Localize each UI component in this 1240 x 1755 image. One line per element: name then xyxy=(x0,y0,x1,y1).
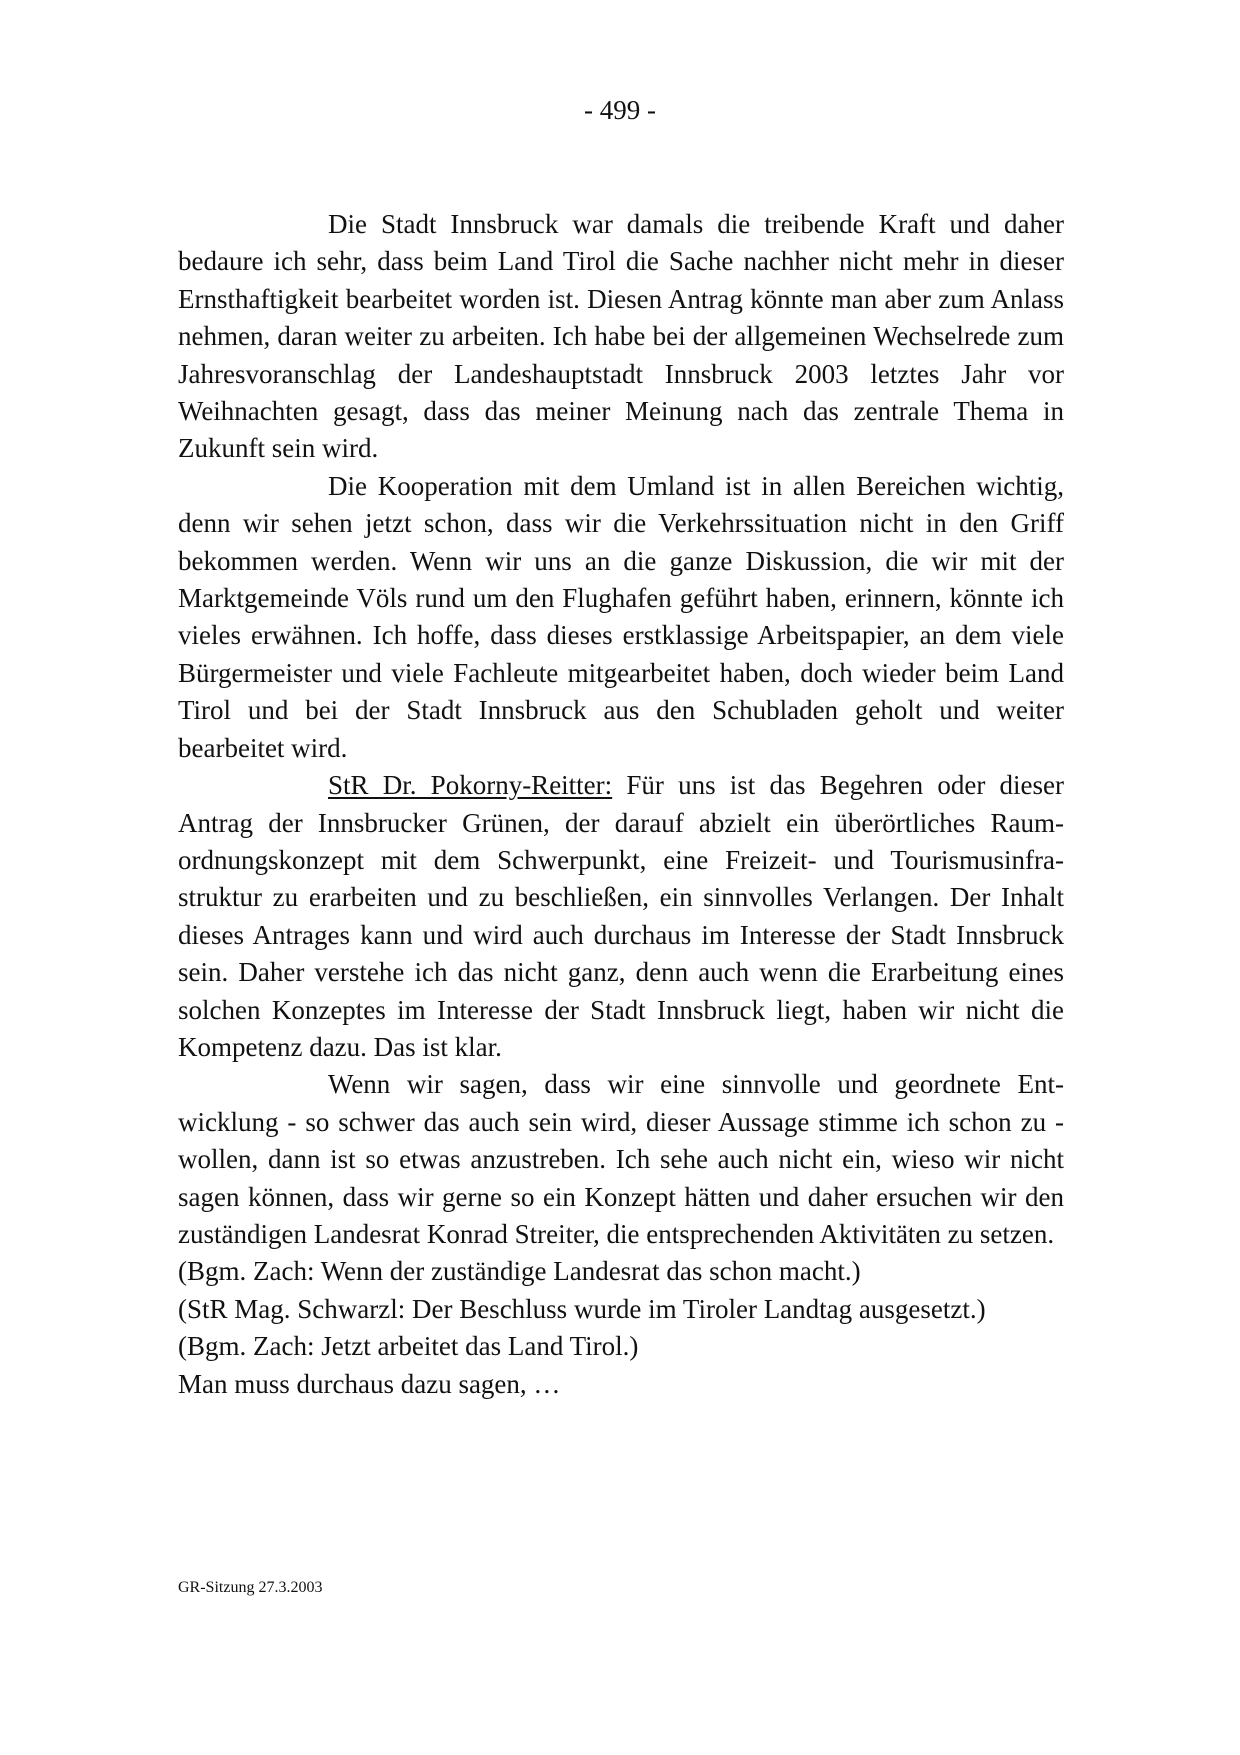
paragraph: Wenn wir sagen, dass wir eine sinnvolle und geordnete Entwicklung - so schwer das auch sein wird, dieser Aussage stimme ich schon zu - wollen, dann ist so etwas anzustreben. Ich sehe auch nicht ein, wieso wir nicht sagen können, dass wir gerne so ein Konzept hätten und daher ersuchen wir den zuständigen Landesrat Konrad Streiter, die entsprechenden Aktivitäten zu setzen. xyxy=(178,1069,1064,1249)
closing-line: Man muss durchaus dazu sagen, … xyxy=(178,1368,561,1399)
paragraph: Die Stadt Innsbruck war damals die treibende Kraft und daher bedaure ich sehr, dass beim Land Tirol die Sache nachher nicht mehr in dieser Ernsthaftigkeit bearbeitet worden ist. Diesen Antrag könnte man aber zum Anlass nehmen, daran weiter zu arbeiten. Ich habe bei der allgemeinen Wechselrede zum Jahresvoranschlag der Landeshauptstadt Innsbruck 2003 letztes Jahr vor Weihnachten gesagt, dass das meiner Meinung nach das zentrale Thema in Zukunft sein wird. xyxy=(178,209,1064,464)
paragraph: Die Kooperation mit dem Umland ist in allen Bereichen wichtig, denn wir sehen jetzt schon, dass wir die Verkehrssituation nicht in den Griff bekommen werden. Wenn wir uns an die ganze Diskussion, die wir mit der Marktgemeinde Völs rund um den Flughafen geführt haben, erinnern, könnte ich vieles erwähnen. Ich hoffe, dass dieses erstklassige Arbeitspapier, an dem viele Bürgermeister und viele Fachleute mitgearbeitet haben, doch wieder beim Land Tirol und bei der Stadt Innsbruck aus den Schubladen geholt und weiter bearbeitet wird. xyxy=(178,470,1064,763)
speaker-statement: Für uns ist das Begehren oder dieser Antrag der Innsbrucker Grünen, der darauf abzielt ein überörtliches Raumordnungskonzept mit dem Schwerpunkt, eine Freizeit- und Tourismusinfrastruktur zu erarbeiten und zu beschließen, ein sinnvolles Verlangen. Der Inhalt dieses Antrages kann und wird auch durchaus im Interesse der Stadt Innsbruck sein. Daher verstehe ich das nicht ganz, denn auch wenn die Erarbeitung eines solchen Konzeptes im Interesse der Stadt Innsbruck liegt, haben wir nicht die Kompetenz dazu. Das ist klar. xyxy=(178,770,1064,1062)
interjection: (Bgm. Zach: Wenn der zuständige Landesrat das schon macht.) xyxy=(178,1256,861,1287)
document-body xyxy=(178,206,1064,1403)
footer-session-date: GR-Sitzung 27.3.2003 xyxy=(178,1579,323,1596)
interjection: (Bgm. Zach: Jetzt arbeitet das Land Tirol.) xyxy=(178,1331,639,1362)
speaker-name: StR Dr. Pokorny-Reitter: xyxy=(328,770,613,801)
interjection: (StR Mag. Schwarzl: Der Beschluss wurde im Tiroler Landtag ausgesetzt.) xyxy=(178,1293,986,1324)
page-number: - 499 - xyxy=(584,95,656,125)
speaker-paragraph xyxy=(178,767,1064,1066)
